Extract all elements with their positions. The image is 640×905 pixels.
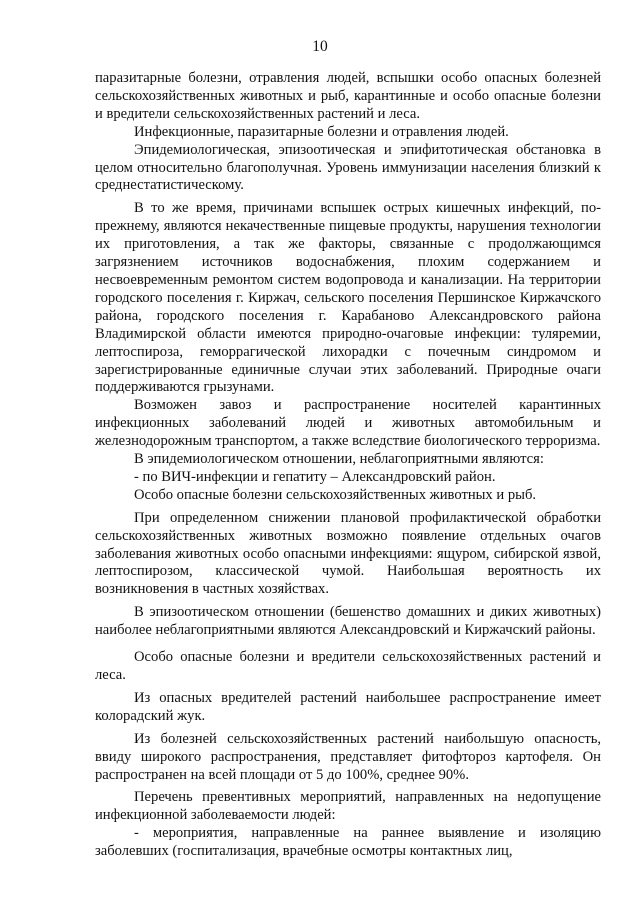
paragraph: Из болезней сельскохозяйственных растений наибольшую опасность, ввиду широкого распространения, представляет фитофтороз картофеля. Он распространен на всей площади от 5 до 100%, среднее 90%. xyxy=(95,730,601,783)
page-body xyxy=(95,70,601,861)
list-item: - по ВИЧ-инфекции и гепатиту – Александровский район. xyxy=(134,468,496,485)
paragraph: В эпидемиологическом отношении, неблагоприятными являются: xyxy=(134,451,544,468)
paragraph: При определенном снижении плановой профилактической обработки сельскохозяйственных животных возможно появление отдельных очагов заболевания животных особо опасными инфекциями: ящуром, сибирской язвой, лептоспирозом, классической чумой. Наибольшая вероятность их возникновения в частных хозяйствах. xyxy=(95,509,601,598)
page-number: 10 xyxy=(312,38,328,55)
paragraph: Эпидемиологическая, эпизоотическая и эпифитотическая обстановка в целом относительно благополучная. Уровень иммунизации населения близкий к среднестатистическому. xyxy=(95,141,601,194)
paragraph: В эпизоотическом отношении (бешенство домашних и диких животных) наиболее неблагоприятными являются Александровский и Киржачский районы. xyxy=(95,604,601,639)
paragraph: Возможен завоз и распространение носителей карантинных инфекционных заболеваний людей и животных автомобильным и железнодорожным транспортом, а также вследствие биологического терроризма. xyxy=(95,397,601,450)
paragraph: Из опасных вредителей растений наибольшее распространение имеет колорадский жук. xyxy=(95,689,601,724)
paragraph: паразитарные болезни, отравления людей, вспышки особо опасных болезней сельскохозяйственных животных и рыб, карантинные и особо опасные болезни и вредители сельскохозяйственных растений и леса. xyxy=(95,70,601,122)
paragraph: Перечень превентивных мероприятий, направленных на недопущение инфекционной заболеваемости людей: xyxy=(95,789,601,824)
section-heading: Инфекционные, паразитарные болезни и отравления людей. xyxy=(134,123,509,140)
section-heading: Особо опасные болезни и вредители сельскохозяйственных растений и леса. xyxy=(95,649,601,683)
paragraph: В то же время, причинами вспышек острых кишечных инфекций, по-прежнему, являются некачественные пищевые продукты, нарушения технологии их приготовления, а так же факторы, связанные с продолжающимся загрязнением источников водоснабжения, плохим содержанием и несвоевременным ремонтом систем водопровода и канализации. На территории городского поселения г. Киржач, сельского поселения Першинское Киржачского района, городского поселения г. Карабаново Александровского района Владимирской области имеются природно-очаговые инфекции: туляремии, лептоспироза, геморрагической лихорадки с почечным синдромом и зарегистрированные единичные случаи этих заболеваний. Природные очаги поддерживаются грызунами. xyxy=(95,200,601,396)
list-item: - мероприятия, направленные на раннее выявление и изоляцию заболевших (госпитализация, врачебные осмотры контактных лиц, xyxy=(95,825,601,860)
section-heading: Особо опасные болезни сельскохозяйственных животных и рыб. xyxy=(134,486,537,503)
